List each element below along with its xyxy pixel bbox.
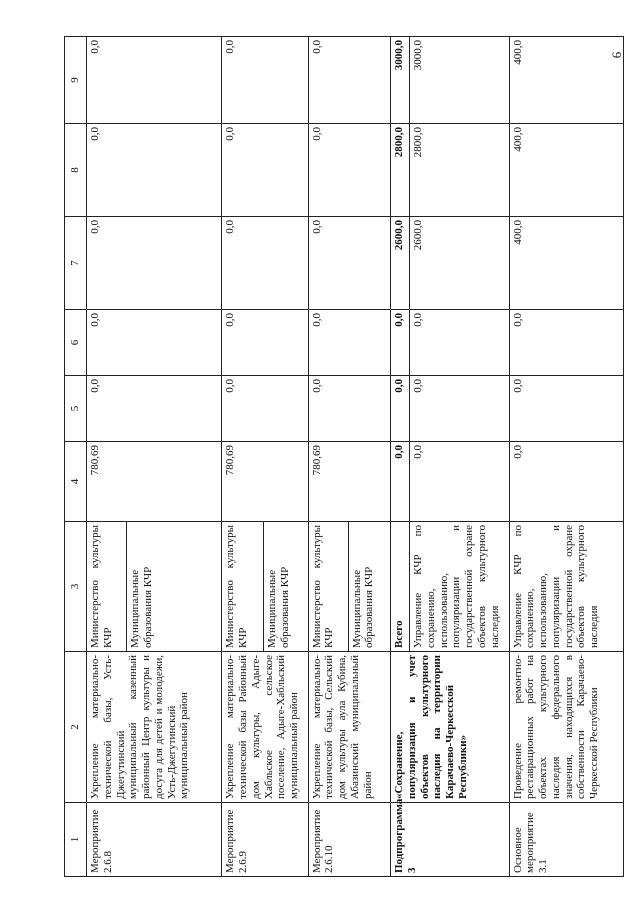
- executor-cell: Управление КЧР по сохранению, использованию, популяризации и государственной охране объектов культурного наследия: [509, 522, 623, 652]
- value-cell-col9: 0,0: [87, 37, 222, 124]
- row-description: «Сохранение, популяризация и учет объектов культурного наследия на территории Карачаево-Черкесской Республики»: [391, 652, 510, 803]
- value-cell-col6: 0,0: [87, 310, 222, 376]
- value-cell-col7: 0,0: [222, 217, 308, 310]
- table-row: [87, 37, 127, 877]
- value-cell-col7: 2600,0: [410, 217, 510, 310]
- value-cell-col4: 0,0: [391, 442, 410, 522]
- value-cell-col9: 3000,0: [410, 37, 510, 124]
- executor-cell: Всего: [391, 522, 410, 652]
- value-cell-col5: 0,0: [391, 376, 410, 442]
- executor-cell: Министерство культуры КЧР: [308, 522, 348, 652]
- column-header: 3: [65, 522, 87, 652]
- value-cell-col6: 0,0: [222, 310, 308, 376]
- value-cell-col7: 2600,0: [391, 217, 410, 310]
- value-cell-col6: 0,0: [410, 310, 510, 376]
- rotated-page-content: [64, 37, 624, 877]
- executor-cell: Управление КЧР по сохранению, использованию, популяризации и государственной охране объектов культурного наследия: [410, 522, 510, 652]
- column-header: 2: [65, 652, 87, 803]
- value-cell-col5: 0,0: [509, 376, 623, 442]
- table-row: [222, 37, 264, 877]
- value-cell-col6: 0,0: [391, 310, 410, 376]
- program-funding-table: [64, 36, 624, 877]
- value-cell-col8: 0,0: [308, 124, 390, 217]
- row-description: Укрепление материально-технической базы Районный дом культуры, Адыге-Хабльское сельское поселение, Адыге-Хабльский муниципальный район: [222, 652, 308, 803]
- column-header: 5: [65, 376, 87, 442]
- executor-cell: Министерство культуры КЧР: [222, 522, 264, 652]
- value-cell-col9: 0,0: [308, 37, 390, 124]
- executor-cell: Муниципальные образования КЧР: [348, 522, 390, 652]
- value-cell-col8: 2800,0: [410, 124, 510, 217]
- value-cell-col7: 0,0: [87, 217, 222, 310]
- value-cell-col5: 0,0: [308, 376, 390, 442]
- column-header: 9: [65, 37, 87, 124]
- value-cell-col9: 3000,0: [391, 37, 410, 124]
- value-cell-col6: 0,0: [308, 310, 390, 376]
- column-header: 4: [65, 442, 87, 522]
- column-header: 8: [65, 124, 87, 217]
- value-cell-col4: 780,69: [87, 442, 222, 522]
- value-cell-col9: 0,0: [222, 37, 308, 124]
- value-cell-col7: 400,0: [509, 217, 623, 310]
- row-code: Мероприятие 2.6.10: [308, 803, 390, 877]
- column-header: 7: [65, 217, 87, 310]
- column-header: 1: [65, 803, 87, 877]
- table-row: [308, 37, 348, 877]
- row-description: Проведение ремонтно-реставрационных работ на объектах культурного наследия федерального значения, находящихся в собственности Карачаево-Черкесской Республики: [509, 652, 623, 803]
- value-cell-col8: 2800,0: [391, 124, 410, 217]
- executor-cell: Муниципальные образования КЧР: [264, 522, 308, 652]
- value-cell-col5: 0,0: [222, 376, 308, 442]
- value-cell-col4: 780,69: [308, 442, 390, 522]
- row-code: Мероприятие 2.6.8: [87, 803, 222, 877]
- value-cell-col4: 780,69: [222, 442, 308, 522]
- row-code: Основное мероприятие 3.1: [509, 803, 623, 877]
- value-cell-col4: 0,0: [509, 442, 623, 522]
- value-cell-col8: 0,0: [87, 124, 222, 217]
- table-row: [509, 37, 623, 877]
- column-number-row: [65, 37, 87, 877]
- value-cell-col6: 0,0: [509, 310, 623, 376]
- table-row: [391, 37, 410, 877]
- executor-cell: Муниципальные образования КЧР: [127, 522, 222, 652]
- row-code: Подпрограмма 3: [391, 803, 510, 877]
- value-cell-col7: 0,0: [308, 217, 390, 310]
- value-cell-col4: 0,0: [410, 442, 510, 522]
- value-cell-col8: 400,0: [509, 124, 623, 217]
- value-cell-col8: 0,0: [222, 124, 308, 217]
- column-header: 6: [65, 310, 87, 376]
- page-number: 6: [609, 51, 624, 59]
- row-description: Укрепление материально-технической базы, Сельский дом культуры аула Кубина, Абазинский муниципальный район: [308, 652, 390, 803]
- row-description: Укрепление материально-технической базы, Усть-Джегутинский муниципальный казенный районный Центр культуры и досуга для детей и молодежи, Усть-Джегутинский муниципальный район: [87, 652, 222, 803]
- value-cell-col5: 0,0: [410, 376, 510, 442]
- row-code: Мероприятие 2.6.9: [222, 803, 308, 877]
- value-cell-col5: 0,0: [87, 376, 222, 442]
- value-cell-col9: 400,0: [509, 37, 623, 124]
- executor-cell: Министерство культуры КЧР: [87, 522, 127, 652]
